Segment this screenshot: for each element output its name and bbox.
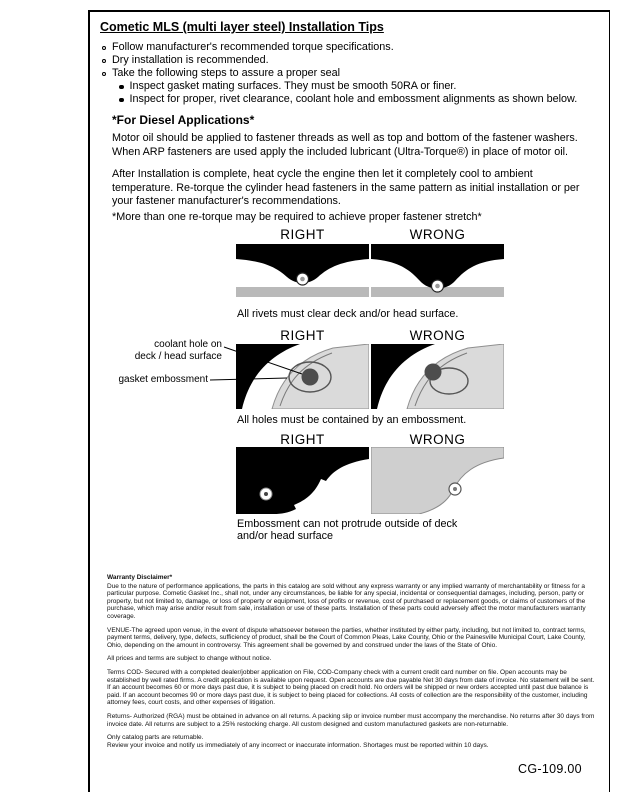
wrong-column-header: WRONG [409, 227, 466, 242]
rivet-clear-deck-illustration [236, 244, 369, 301]
tip-item [102, 67, 577, 80]
gasket-embossment-callout [118, 374, 208, 386]
right-column-header: RIGHT [280, 328, 325, 343]
tip-text: Inspect for proper, rivet clearance, coolant hole and embossment alignments as shown below. [129, 93, 578, 105]
wrong-column-header: WRONG [409, 432, 466, 447]
diesel-heading: *For Diesel Applications* [112, 113, 255, 127]
rivet-right-diagram [236, 244, 369, 301]
wrong-column-header: WRONG [409, 328, 466, 343]
circle-bullet-icon [102, 46, 106, 50]
embossment-wrong-diagram [371, 344, 504, 409]
callout-text: coolant hole on [154, 339, 222, 350]
embossment-outside-deck-illustration [371, 447, 504, 514]
diagram-caption-holes: All holes must be contained by an embossment. [237, 414, 467, 426]
diagram-caption-rivets: All rivets must clear deck and/or head surface. [237, 308, 459, 320]
embossment-right-diagram [236, 344, 369, 409]
dot-bullet-icon [119, 85, 124, 90]
tip-item [102, 41, 577, 54]
legal-paragraph: Terms COD- Secured with a completed dealer/jobber application on File, COD-Company check with a current credit card number on file. Open accounts may be established by well rated firms. A credit application is available upon request. Open accounts are due payable Net 30 days from date of invoice. No statement will be sent. If an account becomes 60 or more days past due, it is subject to being placed on credit hold. No orders will be shipped or new orders accepted until past due balance is paid. If an account becomes 90 or more days past due, it is subject to being placed for collections. All costs of collection are the responsibility of the customer, including attorney fees, court costs, and other expenses of litigation. [107, 668, 595, 707]
right-column-header: RIGHT [280, 227, 325, 242]
installation-tips [102, 41, 577, 106]
protrusion-wrong-diagram [371, 447, 504, 514]
circle-bullet-icon [102, 72, 106, 76]
coolant-hole-callout [130, 339, 222, 362]
warranty-disclaimer-heading: Warranty Disclaimer* [107, 574, 173, 581]
legal-paragraph: VENUE-The agreed upon venue, in the event of dispute whatsoever between the parties, whether instituted by either party, including, but not limited to, contract terms, payment terms, delivery, type, defects, sufficiency of product, shall be the Court of Common Pleas, Lake County, Ohio or the Painesville Municipal Court, Lake County, Ohio, depending on the amount in controversy. This agreement shall be governed by and construed under the laws of the State of Ohio. [107, 626, 586, 649]
diesel-paragraph-1: Motor oil should be applied to fastener threads as well as top and bottom of the fastener washers. When ARP fasteners are used apply the included lubricant (Ultra-Torque®) in place of motor oil. [112, 132, 578, 158]
tip-text: Follow manufacturer's recommended torque specifications. [112, 41, 394, 53]
page-title: Cometic MLS (multi layer steel) Installation Tips [100, 20, 384, 34]
legal-paragraph: Only catalog parts are returnable. [107, 734, 204, 742]
tip-sub-item [119, 93, 577, 106]
callout-text: gasket embossment [118, 374, 208, 385]
tip-text: Take the following steps to assure a proper seal [112, 67, 341, 79]
legal-section [107, 574, 596, 755]
diagram-caption-protrusion: Embossment can not protrude outside of deck and/or head surface [237, 518, 458, 542]
tip-item [102, 54, 577, 67]
legal-paragraph: Review your invoice and notify us immediately of any incorrect or inaccurate information. Shortages must be reported within 10 days. [107, 741, 489, 749]
rivet-wrong-diagram [371, 244, 504, 301]
dot-bullet-icon [119, 98, 124, 103]
circle-bullet-icon [102, 59, 106, 63]
legal-paragraph: All prices and terms are subject to change without notice. [107, 655, 272, 663]
diesel-paragraph-2: After Installation is complete, heat cycle the engine then let it completely cool to ambient temperature. Re-torque the cylinder head fasteners in the same pattern as initial installation or per your fastener manufacturer's recommendations. [112, 168, 580, 207]
legal-paragraph: Returns- Authorized (RGA) must be obtained in advance on all returns. A packing slip or invoice number must accompany the merchandise. No returns after 30 days from invoice date. All returns are subject to a 25% restocking charge. All custom designed and custom manufactured gaskets are non-returnable. [107, 712, 595, 728]
tip-sub-item [119, 80, 577, 93]
right-column-header: RIGHT [280, 432, 325, 447]
callout-text: deck / head surface [134, 350, 222, 362]
tip-text: Dry installation is recommended. [112, 54, 269, 66]
legal-paragraph: Due to the nature of performance applications, the parts in this catalog are sold without any express warranty or any implied warranty of merchantability or fitness for a particular purpose. Cometic Gasket Inc., shall not, under any circumstances, be liable for any special, incidental or consequential damages, including, person, party or property, but not limited to, damage, or loss of property or equipment, loss of profits or revenue, cost of purchased or replacement goods, or claims of customers of the purchase, which may arise and/or result from sale, installation or use of these parts. Installation of these parts could adversely affect the motor manufacturers warranty coverage. [107, 582, 586, 620]
hole-contained-illustration [236, 344, 369, 409]
page-code: CG-109.00 [518, 762, 582, 776]
tip-text: Inspect gasket mating surfaces. They must be smooth 50RA or finer. [129, 80, 457, 92]
protrusion-right-diagram [236, 447, 369, 514]
rivet-touching-deck-illustration [371, 244, 504, 301]
retorque-note: *More than one re-torque may be required to achieve proper fastener stretch* [112, 211, 482, 223]
embossment-inside-deck-illustration [236, 447, 369, 514]
hole-not-contained-illustration [371, 344, 504, 409]
